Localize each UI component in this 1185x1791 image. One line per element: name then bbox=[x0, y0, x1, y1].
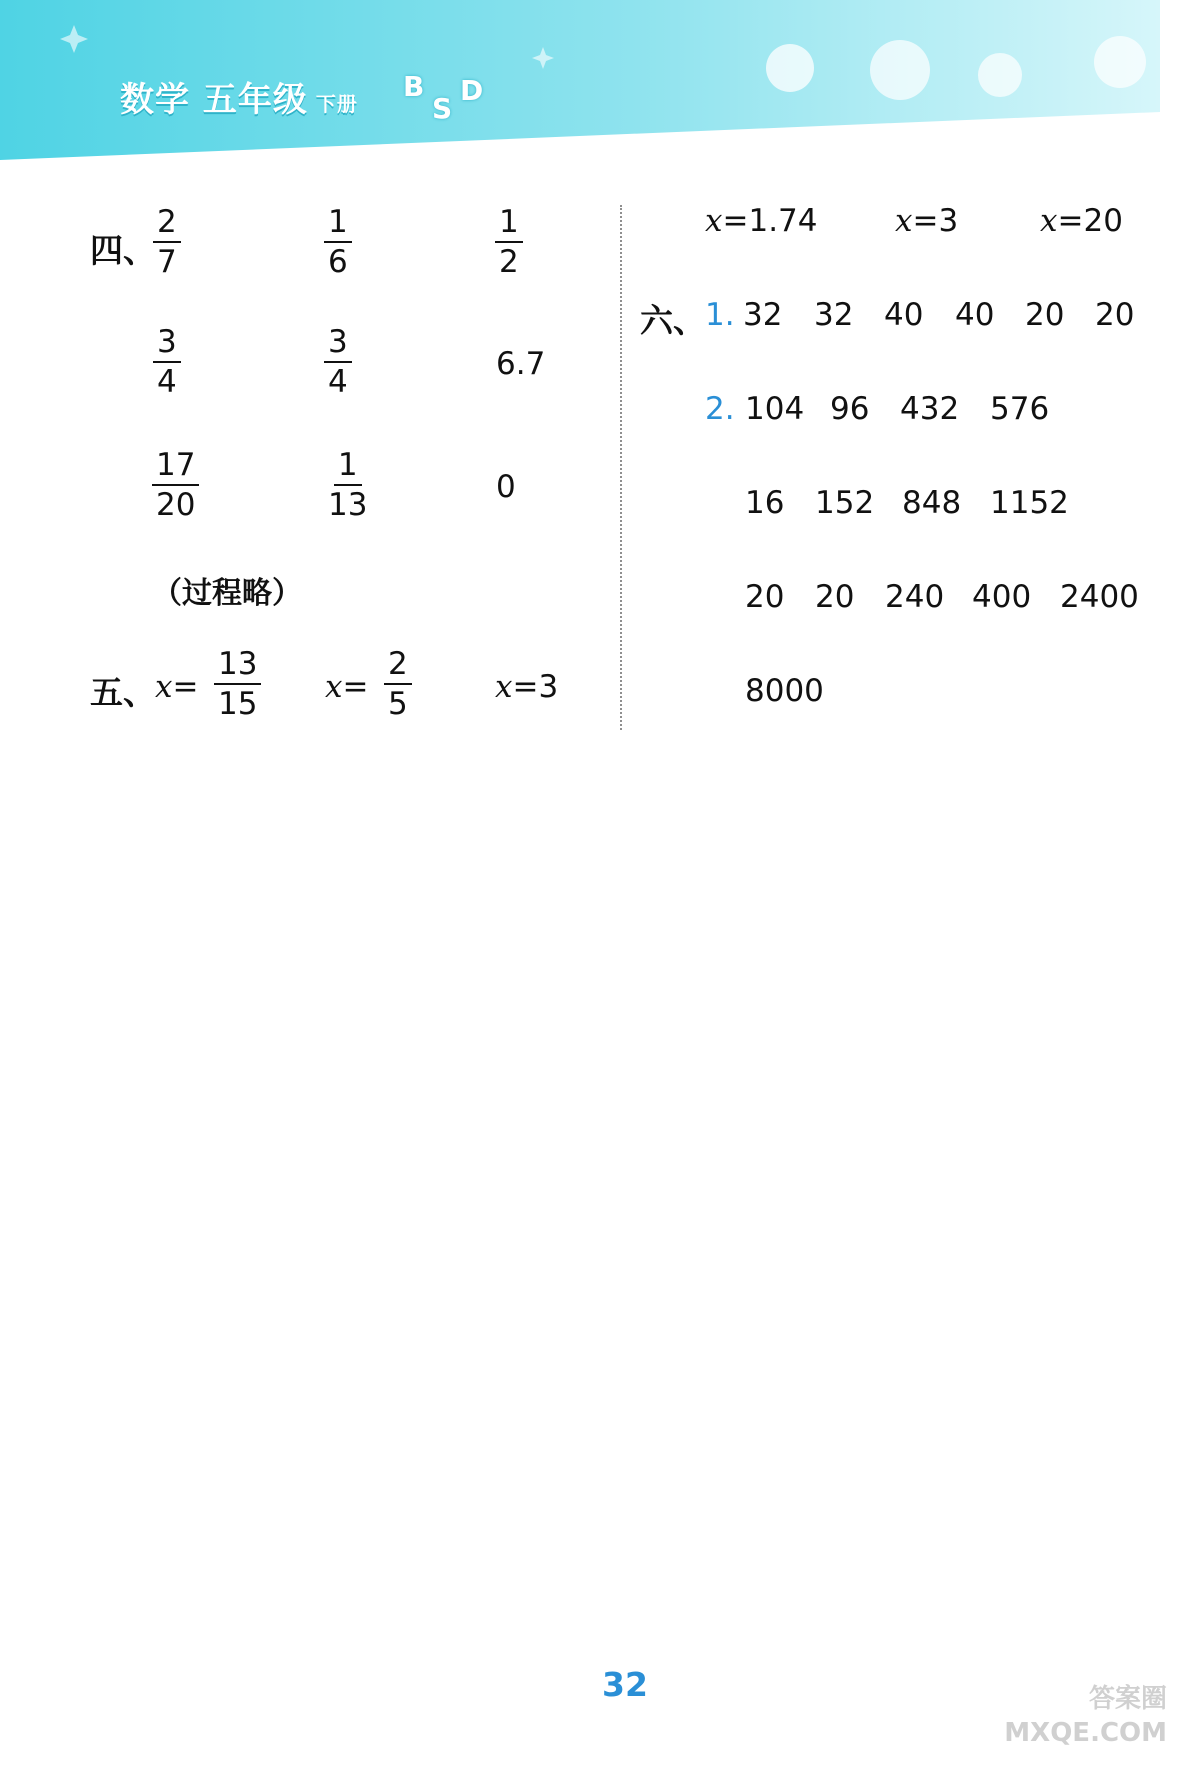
section-6-label: 六、 bbox=[640, 301, 706, 340]
answer-4-1-3 bbox=[495, 203, 523, 281]
answer-6-2-3-3: 240 bbox=[885, 579, 945, 615]
numerator: 13 bbox=[214, 645, 261, 685]
answer-6-2-2-1: 16 bbox=[745, 485, 785, 521]
answer-4-1-1 bbox=[153, 203, 181, 281]
answer-4-3-3: 0 bbox=[496, 469, 516, 505]
answer-5-3 bbox=[495, 669, 558, 705]
bsd-letter-d: D bbox=[460, 74, 484, 107]
column-divider bbox=[620, 205, 622, 730]
answer-4-2-2 bbox=[324, 323, 352, 401]
variable: x bbox=[1040, 203, 1058, 239]
answer-6-2-1-4: 576 bbox=[990, 391, 1050, 427]
process-omitted-note: （过程略） bbox=[152, 576, 302, 611]
value: 1.74 bbox=[748, 203, 818, 239]
denominator: 7 bbox=[157, 244, 177, 280]
question-6-1-number: 1. bbox=[705, 297, 735, 333]
variable: x bbox=[155, 669, 173, 705]
answer-4-3-1 bbox=[152, 446, 199, 524]
answer-4-3-2 bbox=[324, 446, 371, 524]
variable: x bbox=[495, 669, 513, 705]
numerator: 3 bbox=[324, 323, 352, 363]
value: 20 bbox=[1083, 203, 1123, 239]
equals-sign: = bbox=[912, 203, 939, 239]
variable: x bbox=[895, 203, 913, 239]
denominator: 4 bbox=[328, 364, 348, 400]
denominator: 5 bbox=[388, 686, 408, 722]
denominator: 20 bbox=[156, 487, 196, 523]
answer-5-1-lhs bbox=[155, 669, 198, 705]
denominator: 15 bbox=[218, 686, 258, 722]
answer-6-1-2: 32 bbox=[814, 297, 854, 333]
page-number: 32 bbox=[602, 1665, 648, 1704]
watermark-logo: 答案圈 bbox=[1088, 1684, 1167, 1714]
watermark bbox=[967, 1682, 1167, 1750]
answer-6-2-3-5: 2400 bbox=[1060, 579, 1139, 615]
answer-6-2-3-4: 400 bbox=[972, 579, 1032, 615]
numerator: 1 bbox=[334, 446, 362, 486]
numerator: 17 bbox=[152, 446, 199, 486]
equals-sign: = bbox=[342, 669, 369, 705]
header-title-text: 数学 五年级 bbox=[120, 80, 308, 120]
answer-5-6 bbox=[1040, 203, 1123, 239]
denominator: 4 bbox=[157, 364, 177, 400]
answer-6-2-3-1: 20 bbox=[745, 579, 785, 615]
answer-6-2-2-4: 1152 bbox=[990, 485, 1069, 521]
answer-4-2-1 bbox=[153, 323, 181, 401]
answer-6-2-1-1: 104 bbox=[745, 391, 805, 427]
answer-6-1-3: 40 bbox=[884, 297, 924, 333]
numerator: 1 bbox=[495, 203, 523, 243]
numerator: 1 bbox=[324, 203, 352, 243]
answer-6-2-2-2: 152 bbox=[815, 485, 875, 521]
answer-5-2-lhs bbox=[325, 669, 368, 705]
answer-5-4 bbox=[705, 203, 818, 239]
bsd-letter-b: B bbox=[403, 70, 425, 103]
section-5-label: 五、 bbox=[90, 673, 156, 712]
section-4-label: 四、 bbox=[90, 231, 156, 270]
answer-6-1-6: 20 bbox=[1095, 297, 1135, 333]
watermark-url: MXQE.COM bbox=[1004, 1718, 1167, 1748]
numerator: 2 bbox=[153, 203, 181, 243]
denominator: 6 bbox=[328, 244, 348, 280]
header-title bbox=[120, 72, 358, 122]
variable: x bbox=[325, 669, 343, 705]
variable: x bbox=[705, 203, 723, 239]
numerator: 2 bbox=[384, 645, 412, 685]
equals-sign: = bbox=[1057, 203, 1084, 239]
value: 3 bbox=[538, 669, 559, 705]
bsd-letter-s: S bbox=[432, 92, 453, 125]
answer-6-2-3-2: 20 bbox=[815, 579, 855, 615]
answer-6-1-4: 40 bbox=[955, 297, 995, 333]
header-subtitle: 下册 bbox=[315, 92, 358, 116]
answer-6-1-5: 20 bbox=[1025, 297, 1065, 333]
answer-6-2-1-2: 96 bbox=[830, 391, 870, 427]
answer-6-2-2-3: 848 bbox=[902, 485, 962, 521]
denominator: 13 bbox=[328, 487, 368, 523]
question-6-2-number: 2. bbox=[705, 391, 735, 427]
answer-4-1-2 bbox=[324, 203, 352, 281]
answer-6-1-1: 32 bbox=[743, 297, 783, 333]
answer-5-5 bbox=[895, 203, 958, 239]
answer-4-2-3: 6.7 bbox=[496, 346, 546, 382]
equals-sign: = bbox=[512, 669, 539, 705]
answer-5-1-fraction bbox=[214, 645, 261, 723]
equals-sign: = bbox=[722, 203, 749, 239]
equals-sign: = bbox=[172, 669, 199, 705]
header-banner bbox=[0, 0, 1185, 175]
denominator: 2 bbox=[499, 244, 519, 280]
numerator: 3 bbox=[153, 323, 181, 363]
answer-6-2-1-3: 432 bbox=[900, 391, 960, 427]
answer-5-2-fraction bbox=[384, 645, 412, 723]
value: 3 bbox=[938, 203, 959, 239]
answer-6-2-4-1: 8000 bbox=[745, 673, 824, 709]
